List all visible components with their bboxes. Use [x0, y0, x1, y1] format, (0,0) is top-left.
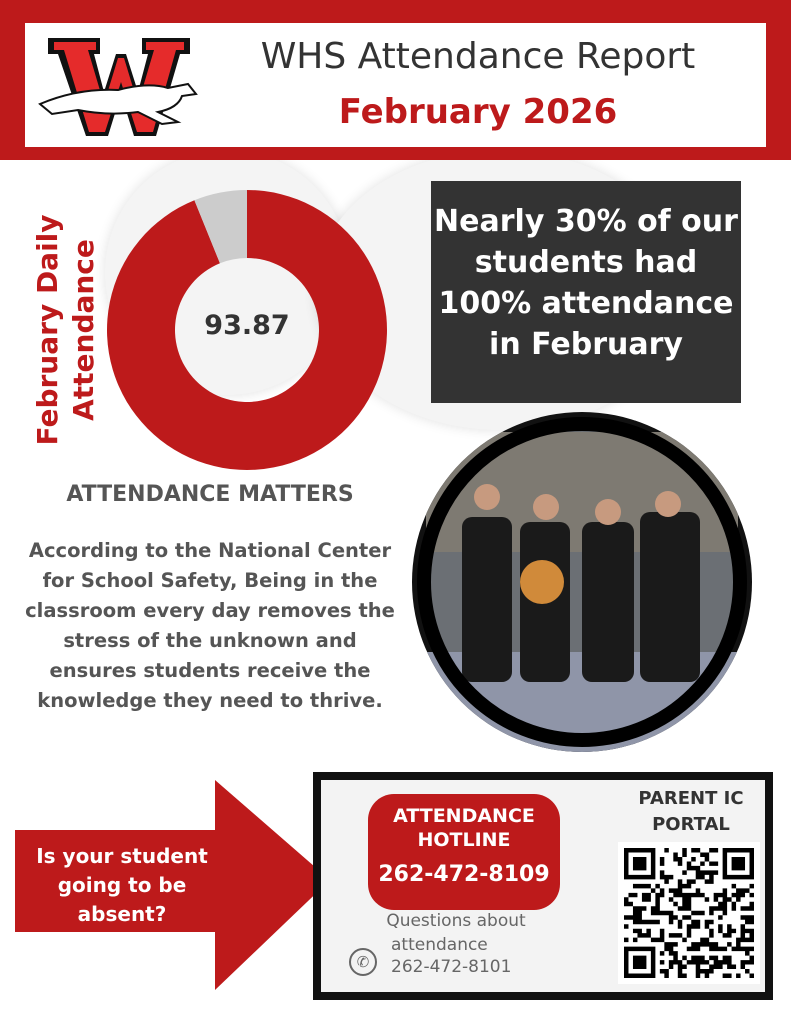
hotline-number[interactable]: 262-472-8109: [378, 862, 550, 887]
chart-title: February Daily Attendance: [31, 214, 100, 446]
questions-number[interactable]: 262-472-8101: [391, 957, 512, 977]
hotline-label: ATTENDANCE HOTLINE: [393, 805, 535, 851]
qr-modules: [624, 848, 754, 978]
school-logo: [38, 32, 200, 140]
parent-portal-label: PARENT IC PORTAL: [638, 788, 744, 835]
attendance-matters-text: According to the National Center for School Safety, Being in the classroom every day removes the stress of the unknown and ensures students receive the knowledge they need to thrive.: [25, 539, 395, 712]
perfect-attendance-stat: Nearly 30% of our students had 100% attendance in February: [431, 181, 741, 403]
phone-icon: ✆: [349, 948, 377, 976]
report-title: WHS Attendance Report: [260, 36, 696, 77]
questions-label: Questions about: [386, 911, 526, 931]
absent-question: Is your student going to be absent?: [36, 844, 208, 926]
attendance-hotline[interactable]: [368, 794, 560, 910]
report-month: February 2026: [338, 92, 618, 132]
students-photo: [412, 412, 752, 752]
questions-label-2: attendance: [391, 935, 488, 955]
contact-panel: [313, 772, 773, 1000]
parent-portal-qr-code[interactable]: [618, 842, 760, 984]
attendance-matters-heading: ATTENDANCE MATTERS: [66, 482, 354, 507]
donut-center-value: 93.87: [204, 310, 290, 341]
